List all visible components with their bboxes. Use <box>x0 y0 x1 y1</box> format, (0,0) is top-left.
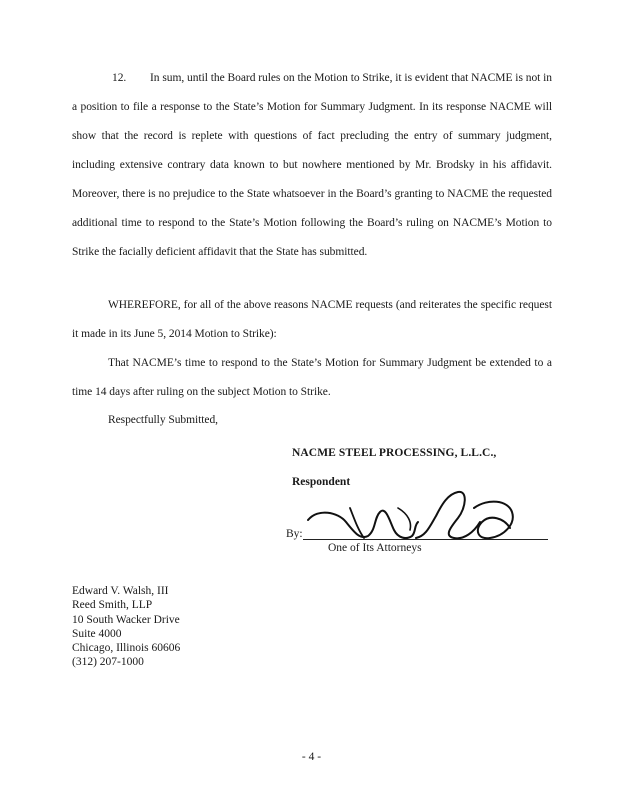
phone-number: (312) 207-1000 <box>72 656 144 669</box>
firm-name: NACME STEEL PROCESSING, L.L.C., <box>292 447 497 459</box>
attorney-name: Edward V. Walsh, III <box>72 585 169 597</box>
request-paragraph: That NACME’s time to respond to the State’s Motion for Summary Judgment be extended to a time 14 days after ruling on the subject Motion to Strike. <box>72 357 552 398</box>
paragraph-number: 12. <box>112 72 127 84</box>
street-address: 10 South Wacker Drive <box>72 613 180 626</box>
wherefore-paragraph: WHEREFORE, for all of the above reasons NACME requests (and reiterates the specific request it made in its June 5, 2014 Motion to Strike): <box>72 299 552 340</box>
page-number: - 4 - <box>301 751 322 763</box>
paragraph-12-text: In sum, until the Board rules on the Motion to Strike, it is evident that NACME is not in a position to file a response to the State’s Motion for Summary Judgment. In its response NACME will show that the record is replete with questions of fact precluding the entry of summary judgment, including extensive contrary data known to but nowhere mentioned by Mr. Brodsky in his affidavit. Moreover, there is no prejudice to the State whatsoever in the Board’s granting to NACME the requested additional time to respond to the State’s Motion following the Board’s ruling on NACME’s Motion to Strike the facially deficient affidavit that the State has submitted. <box>72 72 552 258</box>
attorney-caption: One of Its Attorneys <box>328 542 422 554</box>
law-firm: Reed Smith, LLP <box>72 599 153 612</box>
closing-line: Respectfully Submitted, <box>108 414 219 426</box>
by-label: By: <box>286 528 303 540</box>
attorney-address-block <box>72 584 180 670</box>
signature-line <box>303 539 548 540</box>
suite: Suite 4000 <box>72 627 122 640</box>
respondent-label: Respondent <box>292 476 351 488</box>
city-state-zip: Chicago, Illinois 60606 <box>72 642 181 655</box>
paragraph-12 <box>72 64 552 267</box>
